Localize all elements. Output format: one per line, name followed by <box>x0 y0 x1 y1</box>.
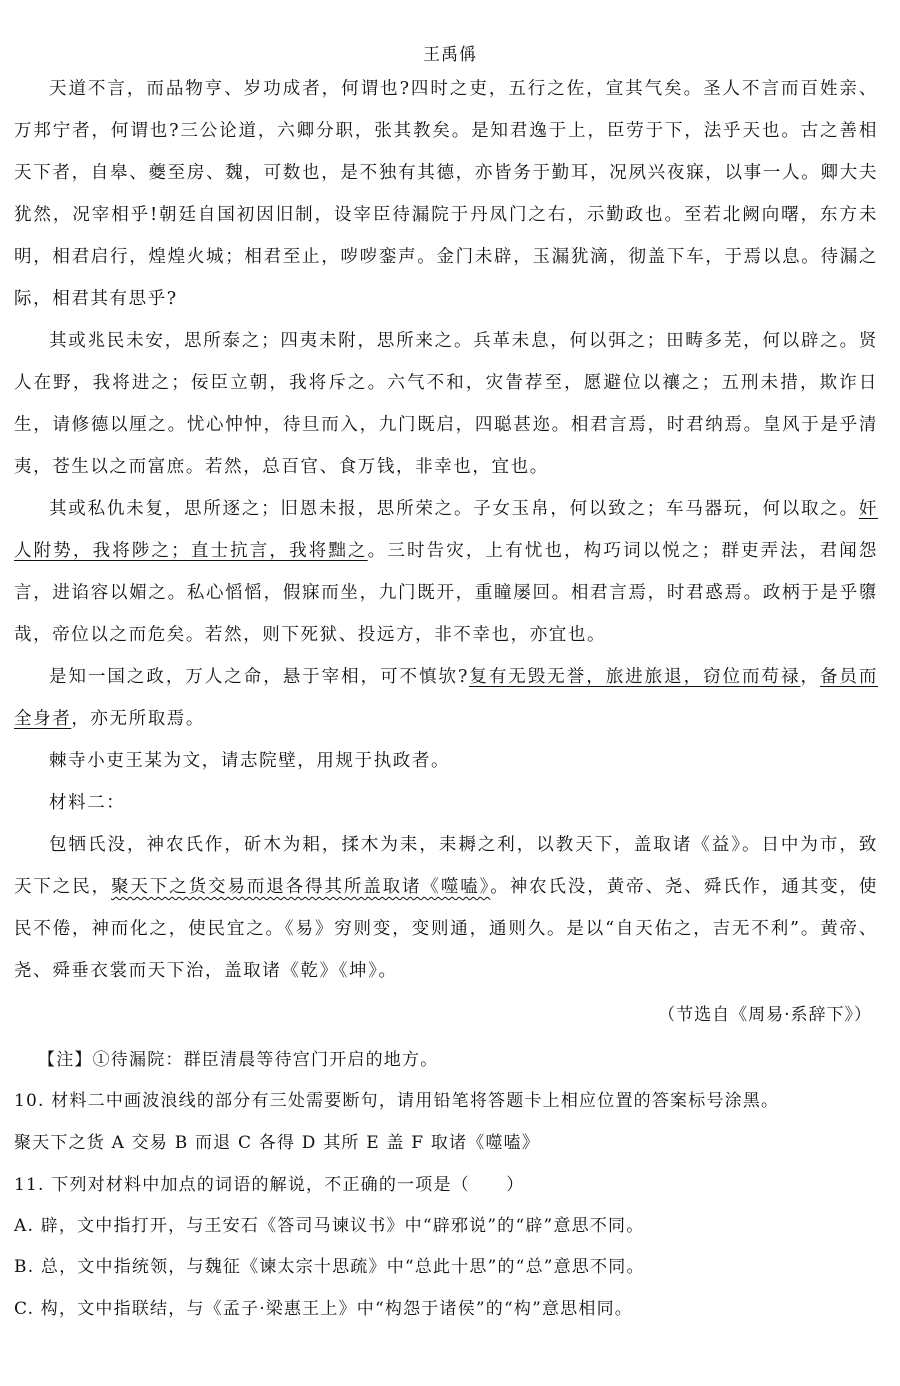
paragraph-4 <box>14 656 878 740</box>
paragraph-1: 天道不言，而品物亨、岁功成者，何谓也?四时之吏，五行之佐，宣其气矣。圣人不言而百姓亲、万邦宁者，何谓也?三公论道，六卿分职，张其教矣。是知君逸于上，臣劳于下，法乎天也。古之善相天下者，自皋、夔至房、魏，可数也，是不独有其德，亦皆务于勤耳，况夙兴夜寐，以事一人。卿大夫犹然，况宰相乎!朝廷自国初因旧制，设宰臣待漏院于丹凤门之右，示勤政也。至若北阙向曙，东方未明，相君启行，煌煌火城；相君至止，哕哕銮声。金门未辟，玉漏犹滴，彻盖下车，于焉以息。待漏之际，相君其有思乎? <box>14 79 878 309</box>
paragraph-2: 其或兆民未安，思所泰之；四夷未附，思所来之。兵革未息，何以弭之；田畴多芜，何以辟之。贤人在野，我将进之；佞臣立朝，我将斥之。六气不和，灾眚荐至，愿避位以禳之；五刑未措，欺诈日生，请修德以厘之。忧心忡忡，待旦而入，九门既启，四聪甚迩。相君言焉，时君纳焉。皇风于是乎清夷，苍生以之而富庶。若然，总百官、食万钱，非幸也，宜也。 <box>14 331 878 477</box>
paragraph-7 <box>14 824 878 992</box>
question-11: 11. 下列对材料中加点的词语的解说，不正确的一项是（ ） <box>14 1175 525 1195</box>
option-a: A. 辟，文中指打开，与王安石《答司马谏议书》中“辟邪说”的“辟”意思不同。 <box>14 1216 645 1236</box>
paragraph-3 <box>14 488 878 656</box>
paragraph-4-comma: ， <box>800 667 820 687</box>
material-two-label: 材料二： <box>49 793 126 813</box>
question-10-sentence: 聚天下之货 A 交易 B 而退 C 各得 D 其所 E 盖 F 取诸《噬嗑》 <box>14 1133 541 1153</box>
underlined-phrase-1: 复有无毁无誉，旅进旅退，窃位而苟禄 <box>468 667 801 687</box>
paragraph-5: 棘寺小吏王某为文，请志院壁，用规于执政者。 <box>49 751 451 771</box>
option-c: C. 构，文中指联结，与《孟子·梁惠王上》中“构怨于诸侯”的“构”意思相同。 <box>14 1299 633 1319</box>
annotation-note: 【注】①待漏院：群臣清晨等待宫门开启的地方。 <box>38 1050 439 1070</box>
paragraph-4-text-b: ，亦无所取焉。 <box>71 709 206 729</box>
question-10: 10. 材料二中画波浪线的部分有三处需要断句，请用铅笔将答题卡上相应位置的答案标号涂黑。 <box>14 1091 780 1111</box>
paragraph-3-text-b: 。三时告灾，上有忧也，构巧词以悦之；群吏弄法，君闻怨言，进谄容以媚之。私心慆慆，假寐而坐，九门既开，重瞳屡回。相君言焉，时君惑焉。政柄于是乎隳哉，帝位以之而危矣。若然，则下死狱、投远方，非不幸也，亦宜也。 <box>14 541 878 645</box>
underlined-sentence: 奸人附势，我将陟之；直士抗言，我将黜之 <box>14 499 878 561</box>
paragraph-3-text-a: 其或私仇未复，思所逐之；旧恩未报，思所荣之。子女玉帛，何以致之；车马器玩，何以取之。 <box>49 499 859 519</box>
option-b: B. 总，文中指统领，与魏征《谏太宗十思疏》中“总此十思”的“总”意思不同。 <box>14 1257 645 1277</box>
source-citation: （节选自《周易·系辞下》） <box>658 1005 872 1025</box>
author-name: 王禹偁 <box>423 45 477 65</box>
paragraph-4-text-a: 是知一国之政，万人之命，悬于宰相，可不慎欤? <box>49 667 469 687</box>
underlined-phrase-2: 备员而全身者 <box>14 667 878 729</box>
paragraph-7-text-b: 。神农氏没，黄帝、尧、舜氏作，通其变，使民不倦，神而化之，使民宜之。《易》穷则变，变则通，通则久。是以“自天佑之，吉无不利”。黄帝、尧、舜垂衣裳而天下治，盖取诸《乾》《坤》。 <box>14 877 879 981</box>
wavy-underlined-sentence: 聚天下之货交易而退各得其所盖取诸《噬嗑》 <box>111 877 491 897</box>
paragraph-7-text-a: 包牺氏没，神农氏作，斫木为耜，揉木为耒，耒耨之利，以教天下，盖取诸《益》。日中为市，致天下之民， <box>14 835 878 897</box>
